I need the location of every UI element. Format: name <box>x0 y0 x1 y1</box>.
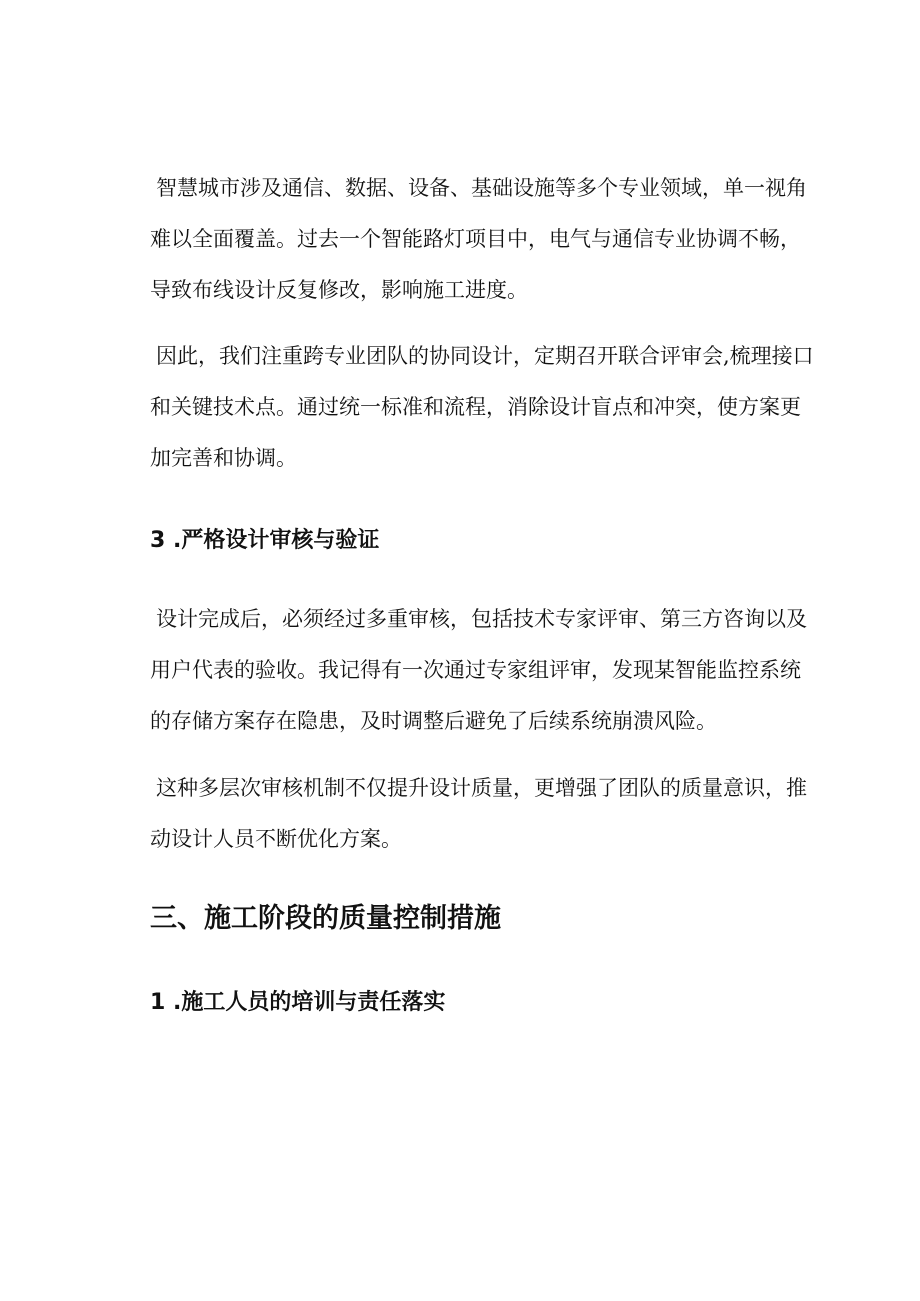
section-heading-worker-training: 1 .施工人员的培训与责任落实 <box>150 990 446 1015</box>
paragraph-collaborative-design <box>150 331 820 484</box>
paragraph-cross-discipline-problem <box>150 163 820 316</box>
paragraph-multi-review <box>150 594 820 747</box>
paragraph-text: 因此，我们注重跨专业团队的协同设计，定期召开联合评审会,梳理接口和关键技术点。通过统一标准和流程，消除设计盲点和冲突，使方案更加完善和协调。 <box>150 344 814 470</box>
paragraph-text: 这种多层次审核机制不仅提升设计质量，更增强了团队的质量意识，推动设计人员不断优化方案。 <box>150 776 807 851</box>
paragraph-review-mechanism <box>150 763 820 865</box>
paragraph-text: 智慧城市涉及通信、数据、设备、基础设施等多个专业领域，单一视角难以全面覆盖。过去一个智能路灯项目中，电气与通信专业协调不畅，导致布线设计反复修改，影响施工进度。 <box>150 176 807 302</box>
paragraph-text: 设计完成后，必须经过多重审核，包括技术专家评审、第三方咨询以及用户代表的验收。我记得有一次通过专家组评审，发现某智能监控系统的存储方案存在隐患，及时调整后避免了后续系统崩溃风险。 <box>150 607 807 733</box>
section-heading-design-review: 3 .严格设计审核与验证 <box>150 528 380 553</box>
part-heading-construction-quality: 三、施工阶段的质量控制措施 <box>150 903 501 934</box>
